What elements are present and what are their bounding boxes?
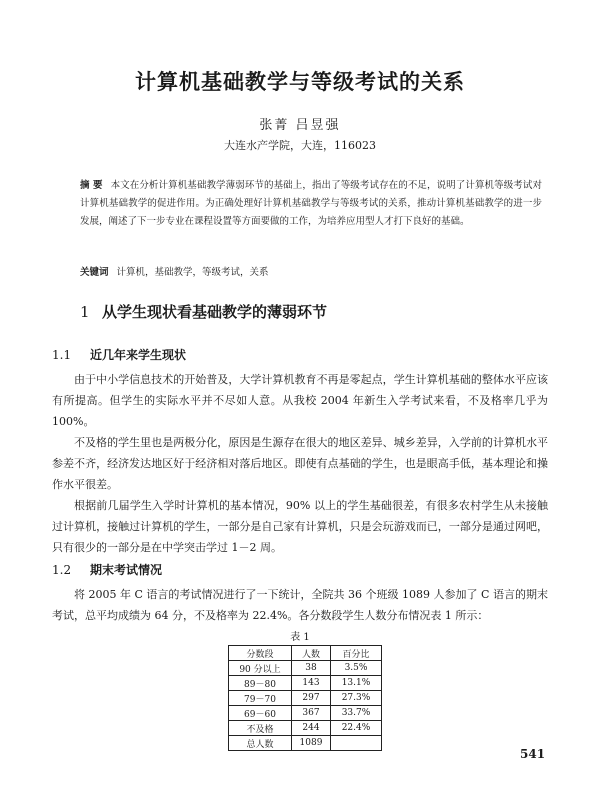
table-row bbox=[229, 676, 382, 691]
table-row bbox=[229, 721, 382, 736]
subsection-number: 1.2 bbox=[52, 563, 72, 577]
keywords-label: 关键词 bbox=[80, 267, 109, 278]
table-cell: 79－70 bbox=[229, 691, 292, 706]
affiliation: 大连水产学院，大连，116023 bbox=[224, 139, 376, 152]
table-header-row bbox=[229, 646, 382, 661]
table-cell: 244 bbox=[292, 721, 331, 736]
section-number: 1 bbox=[80, 303, 90, 321]
abstract bbox=[80, 177, 542, 231]
table-cell: 143 bbox=[292, 676, 331, 691]
paragraph-3: 根据前几届学生入学时计算机的基本情况，90% 以上的学生基础很差，有很多农村学生从未接触过计算机，接触过计算机的学生，一部分是自己家有计算机，只是会玩游戏而已，一部分是通过网吧，只有很少的一部分是在中学突击学过 1－2 周。 bbox=[52, 499, 548, 554]
keywords-text: 计算机，基础教学，等级考试，关系 bbox=[116, 267, 269, 278]
subsection-title: 近几年来学生现状 bbox=[90, 348, 187, 362]
subsection-title: 期末考试情况 bbox=[90, 563, 163, 577]
table-cell: 90 分以上 bbox=[229, 661, 292, 676]
score-distribution-table bbox=[228, 645, 382, 751]
table-row bbox=[229, 661, 382, 676]
table-row bbox=[229, 706, 382, 721]
table-row bbox=[229, 736, 382, 751]
table-cell: 367 bbox=[292, 706, 331, 721]
abstract-label: 摘 要 bbox=[80, 180, 103, 191]
paragraph-4: 将 2005 年 C 语言的考试情况进行了一下统计，全院共 36 个班级 1089 人参加了 C 语言的期末考试，总平均成绩为 64 分，不及格率为 22.4%。各分数段学生人数分布情况表 1 所示： bbox=[52, 588, 548, 622]
abstract-text: 本文在分析计算机基础教学薄弱环节的基础上，指出了等级考试存在的不足，说明了计算机等级考试对计算机基础教学的促进作用。为正确处理好计算机基础教学与等级考试的关系，推动计算机基础教学的进一步发展，阐述了下一步专业在课程设置等方面要做的工作，为培养应用型人才打下良好的基础。 bbox=[80, 180, 542, 227]
subsection-heading-1-2 bbox=[52, 561, 162, 578]
table-cell: 13.1% bbox=[331, 676, 382, 691]
subsection-number: 1.1 bbox=[52, 348, 72, 362]
authors: 张菁 吕昱强 bbox=[259, 118, 341, 133]
table-cell: 22.4% bbox=[331, 721, 382, 736]
table-cell: 69－60 bbox=[229, 706, 292, 721]
paper-title: 计算机基础教学与等级考试的关系 bbox=[135, 69, 465, 94]
table-header: 人数 bbox=[292, 646, 331, 661]
table-cell: 27.3% bbox=[331, 691, 382, 706]
paragraph-2: 不及格的学生里也是两极分化，原因是生源存在很大的地区差异、城乡差异，入学前的计算机水平参差不齐，经济发达地区好于经济相对落后地区。即使有点基础的学生，也是眼高手低，基本理论和操作水平很差。 bbox=[52, 436, 548, 491]
table-header: 分数段 bbox=[229, 646, 292, 661]
table-cell: 不及格 bbox=[229, 721, 292, 736]
table-cell bbox=[331, 736, 382, 751]
table-row bbox=[229, 691, 382, 706]
section-title: 从学生现状看基础教学的薄弱环节 bbox=[102, 303, 328, 321]
paragraph-1: 由于中小学信息技术的开始普及，大学计算机教育不再是零起点，学生计算机基础的整体水平应该有所提高。但学生的实际水平并不尽如人意。从我校 2004 年新生入学考试来看，不及格率几乎为 100%。 bbox=[52, 373, 548, 428]
table-cell: 297 bbox=[292, 691, 331, 706]
table-cell: 3.5% bbox=[331, 661, 382, 676]
section-heading-1 bbox=[80, 301, 327, 322]
table-cell: 89－80 bbox=[229, 676, 292, 691]
table-cell: 1089 bbox=[292, 736, 331, 751]
table-header: 百分比 bbox=[331, 646, 382, 661]
keywords bbox=[80, 264, 542, 278]
table-cell: 38 bbox=[292, 661, 331, 676]
table-caption: 表 1 bbox=[290, 632, 310, 643]
subsection-heading-1-1 bbox=[52, 346, 186, 363]
table-cell: 总人数 bbox=[229, 736, 292, 751]
page-number: 541 bbox=[520, 747, 546, 761]
table-cell: 33.7% bbox=[331, 706, 382, 721]
